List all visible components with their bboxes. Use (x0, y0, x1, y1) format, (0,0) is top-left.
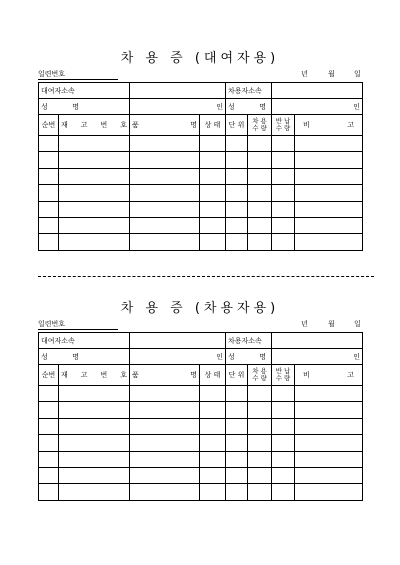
col-header-stock-no: 재 고 번 호 (59, 365, 130, 386)
table-cell[interactable] (248, 168, 272, 184)
table-cell[interactable] (226, 451, 248, 467)
table-cell[interactable] (226, 234, 248, 250)
table-cell[interactable] (226, 402, 248, 418)
table-cell[interactable] (200, 185, 226, 201)
table-cell[interactable] (295, 201, 363, 217)
table-cell[interactable] (200, 136, 226, 152)
cut-line-divider (38, 276, 374, 277)
table-cell[interactable] (295, 402, 363, 418)
table-cell[interactable] (59, 217, 130, 233)
table-row (39, 484, 363, 500)
col-header-unit: 단 위 (226, 115, 248, 136)
table-cell[interactable] (295, 217, 363, 233)
table-cell[interactable] (272, 386, 295, 402)
table-cell[interactable] (130, 217, 200, 233)
seal-label: 인 (353, 352, 361, 361)
loan-receipt-lender-copy (38, 50, 362, 251)
table-cell[interactable] (295, 484, 363, 500)
table-cell[interactable] (200, 402, 226, 418)
form-title: 차 용 증 (차용자용) (120, 301, 280, 316)
table-cell[interactable] (248, 136, 272, 152)
date-day-label: 일 (354, 70, 361, 78)
table-cell[interactable] (248, 217, 272, 233)
table-cell[interactable] (130, 234, 200, 250)
table-row (39, 234, 363, 250)
table-cell[interactable] (130, 451, 200, 467)
table-cell[interactable] (130, 168, 200, 184)
col-header-stock-no: 재 고 번 호 (59, 115, 130, 136)
col-header-seq: 순번 (39, 115, 59, 136)
table-cell[interactable] (130, 136, 200, 152)
table-row (39, 201, 363, 217)
table-row (39, 451, 363, 467)
table-cell[interactable] (226, 136, 248, 152)
col-header-return-qty: 반 납 수 량 (272, 115, 295, 136)
form-title: 차 용 증 (대여자용) (120, 51, 280, 66)
table-row (39, 402, 363, 418)
lender-affiliation-field[interactable] (130, 83, 226, 99)
lender-affiliation-label: 대여자소속 (39, 83, 130, 99)
table-cell[interactable] (295, 168, 363, 184)
table-cell[interactable] (59, 201, 130, 217)
borrower-seal-field[interactable] (272, 99, 363, 115)
table-cell[interactable] (130, 484, 200, 500)
table-cell[interactable] (39, 201, 59, 217)
col-header-status: 상 태 (200, 115, 226, 136)
table-cell[interactable] (226, 435, 248, 451)
table-cell[interactable] (248, 435, 272, 451)
borrower-name-label: 성 명 (226, 99, 272, 115)
table-cell[interactable] (59, 451, 130, 467)
table-cell[interactable] (130, 152, 200, 168)
table-cell[interactable] (39, 152, 59, 168)
table-cell[interactable] (59, 386, 130, 402)
borrower-seal-field[interactable] (272, 349, 363, 365)
table-cell[interactable] (200, 467, 226, 483)
lender-name-label: 성 명 (39, 99, 130, 115)
table-cell[interactable] (59, 418, 130, 434)
table-cell[interactable] (248, 451, 272, 467)
table-cell[interactable] (200, 234, 226, 250)
table-cell[interactable] (272, 234, 295, 250)
table-row (39, 168, 363, 184)
table-cell[interactable] (272, 185, 295, 201)
lender-seal-field[interactable] (130, 349, 226, 365)
table-row (39, 418, 363, 434)
table-cell[interactable] (226, 217, 248, 233)
seal-label: 인 (216, 102, 223, 111)
table-cell[interactable] (248, 386, 272, 402)
table-cell[interactable] (59, 402, 130, 418)
table-row (39, 467, 363, 483)
serial-number-field[interactable]: 일련번호 (38, 318, 118, 330)
table-cell[interactable] (39, 234, 59, 250)
table-cell[interactable] (272, 484, 295, 500)
table-cell[interactable] (272, 152, 295, 168)
table-cell[interactable] (226, 168, 248, 184)
table-cell[interactable] (59, 185, 130, 201)
table-cell[interactable] (226, 152, 248, 168)
table-cell[interactable] (200, 418, 226, 434)
table-cell[interactable] (295, 467, 363, 483)
table-cell[interactable] (130, 418, 200, 434)
table-cell[interactable] (39, 484, 59, 500)
table-cell[interactable] (39, 467, 59, 483)
loan-table (38, 82, 363, 251)
table-cell[interactable] (39, 185, 59, 201)
col-header-item-name: 품 명 (130, 115, 200, 136)
table-cell[interactable] (272, 136, 295, 152)
date-year-label: 년 (301, 70, 308, 78)
lender-affiliation-field[interactable] (130, 333, 226, 349)
table-cell[interactable] (272, 168, 295, 184)
table-cell[interactable] (248, 418, 272, 434)
table-cell[interactable] (272, 418, 295, 434)
table-cell[interactable] (226, 201, 248, 217)
table-cell[interactable] (59, 467, 130, 483)
table-cell[interactable] (59, 435, 130, 451)
col-header-unit: 단 위 (226, 365, 248, 386)
table-cell[interactable] (295, 185, 363, 201)
borrower-affiliation-field[interactable] (272, 333, 363, 349)
table-row (39, 185, 363, 201)
lender-affiliation-label: 대여자소속 (39, 333, 130, 349)
table-cell[interactable] (59, 152, 130, 168)
table-cell[interactable] (200, 451, 226, 467)
table-row (39, 435, 363, 451)
table-cell[interactable] (39, 451, 59, 467)
table-cell[interactable] (295, 418, 363, 434)
table-cell[interactable] (39, 136, 59, 152)
table-row (39, 386, 363, 402)
table-cell[interactable] (39, 435, 59, 451)
col-header-remarks: 비 고 (295, 115, 363, 136)
table-cell[interactable] (39, 386, 59, 402)
table-cell[interactable] (295, 435, 363, 451)
serial-date-row (38, 318, 362, 332)
serial-number-field[interactable]: 일련번호 (38, 68, 118, 80)
col-header-seq: 순번 (39, 365, 59, 386)
table-cell[interactable] (200, 484, 226, 500)
table-cell[interactable] (59, 484, 130, 500)
table-cell[interactable] (39, 168, 59, 184)
loan-table (38, 332, 363, 501)
date-month-label: 월 (328, 70, 335, 78)
table-cell[interactable] (130, 467, 200, 483)
table-cell[interactable] (59, 234, 130, 250)
table-cell[interactable] (226, 386, 248, 402)
date-year-label: 년 (301, 320, 308, 328)
table-cell[interactable] (59, 136, 130, 152)
table-cell[interactable] (272, 402, 295, 418)
table-cell[interactable] (272, 201, 295, 217)
col-header-remarks: 비 고 (295, 365, 363, 386)
table-cell[interactable] (226, 484, 248, 500)
col-header-borrow-qty: 차 용 수 량 (248, 115, 272, 136)
borrower-affiliation-label: 차용자소속 (226, 83, 272, 99)
table-cell[interactable] (200, 435, 226, 451)
table-cell[interactable] (295, 152, 363, 168)
table-cell[interactable] (295, 234, 363, 250)
table-cell[interactable] (130, 402, 200, 418)
borrower-name-label: 성 명 (226, 349, 272, 365)
table-cell[interactable] (200, 152, 226, 168)
table-cell[interactable] (226, 418, 248, 434)
loan-receipt-borrower-copy (38, 300, 362, 501)
table-cell[interactable] (200, 168, 226, 184)
serial-date-row (38, 68, 362, 82)
table-cell[interactable] (295, 386, 363, 402)
table-cell[interactable] (200, 386, 226, 402)
table-cell[interactable] (248, 484, 272, 500)
table-cell[interactable] (226, 185, 248, 201)
table-cell[interactable] (39, 402, 59, 418)
loan-rows (39, 386, 363, 501)
table-cell[interactable] (295, 451, 363, 467)
seal-label: 인 (353, 102, 361, 111)
table-cell[interactable] (248, 152, 272, 168)
col-header-return-qty: 반 납 수 량 (272, 365, 295, 386)
table-cell[interactable] (272, 467, 295, 483)
lender-name-label: 성 명 (39, 349, 130, 365)
table-cell[interactable] (226, 467, 248, 483)
table-cell[interactable] (248, 467, 272, 483)
table-cell[interactable] (130, 435, 200, 451)
table-cell[interactable] (39, 217, 59, 233)
col-header-borrow-qty: 차 용 수 량 (248, 365, 272, 386)
table-cell[interactable] (59, 168, 130, 184)
table-cell[interactable] (130, 386, 200, 402)
table-cell[interactable] (39, 418, 59, 434)
table-cell[interactable] (248, 234, 272, 250)
table-row (39, 152, 363, 168)
lender-seal-field[interactable] (130, 99, 226, 115)
seal-label: 인 (216, 352, 223, 361)
date-month-label: 월 (328, 320, 335, 328)
table-cell[interactable] (200, 217, 226, 233)
table-cell[interactable] (130, 185, 200, 201)
table-cell[interactable] (272, 435, 295, 451)
table-cell[interactable] (272, 217, 295, 233)
table-cell[interactable] (295, 136, 363, 152)
col-header-status: 상 태 (200, 365, 226, 386)
borrower-affiliation-field[interactable] (272, 83, 363, 99)
borrower-affiliation-label: 차용자소속 (226, 333, 272, 349)
table-cell[interactable] (272, 451, 295, 467)
table-cell[interactable] (200, 201, 226, 217)
table-cell[interactable] (248, 402, 272, 418)
date-day-label: 일 (354, 320, 361, 328)
col-header-item-name: 품 명 (130, 365, 200, 386)
table-cell[interactable] (248, 201, 272, 217)
table-cell[interactable] (248, 185, 272, 201)
loan-rows (39, 136, 363, 251)
table-row (39, 217, 363, 233)
table-cell[interactable] (130, 201, 200, 217)
table-row (39, 136, 363, 152)
